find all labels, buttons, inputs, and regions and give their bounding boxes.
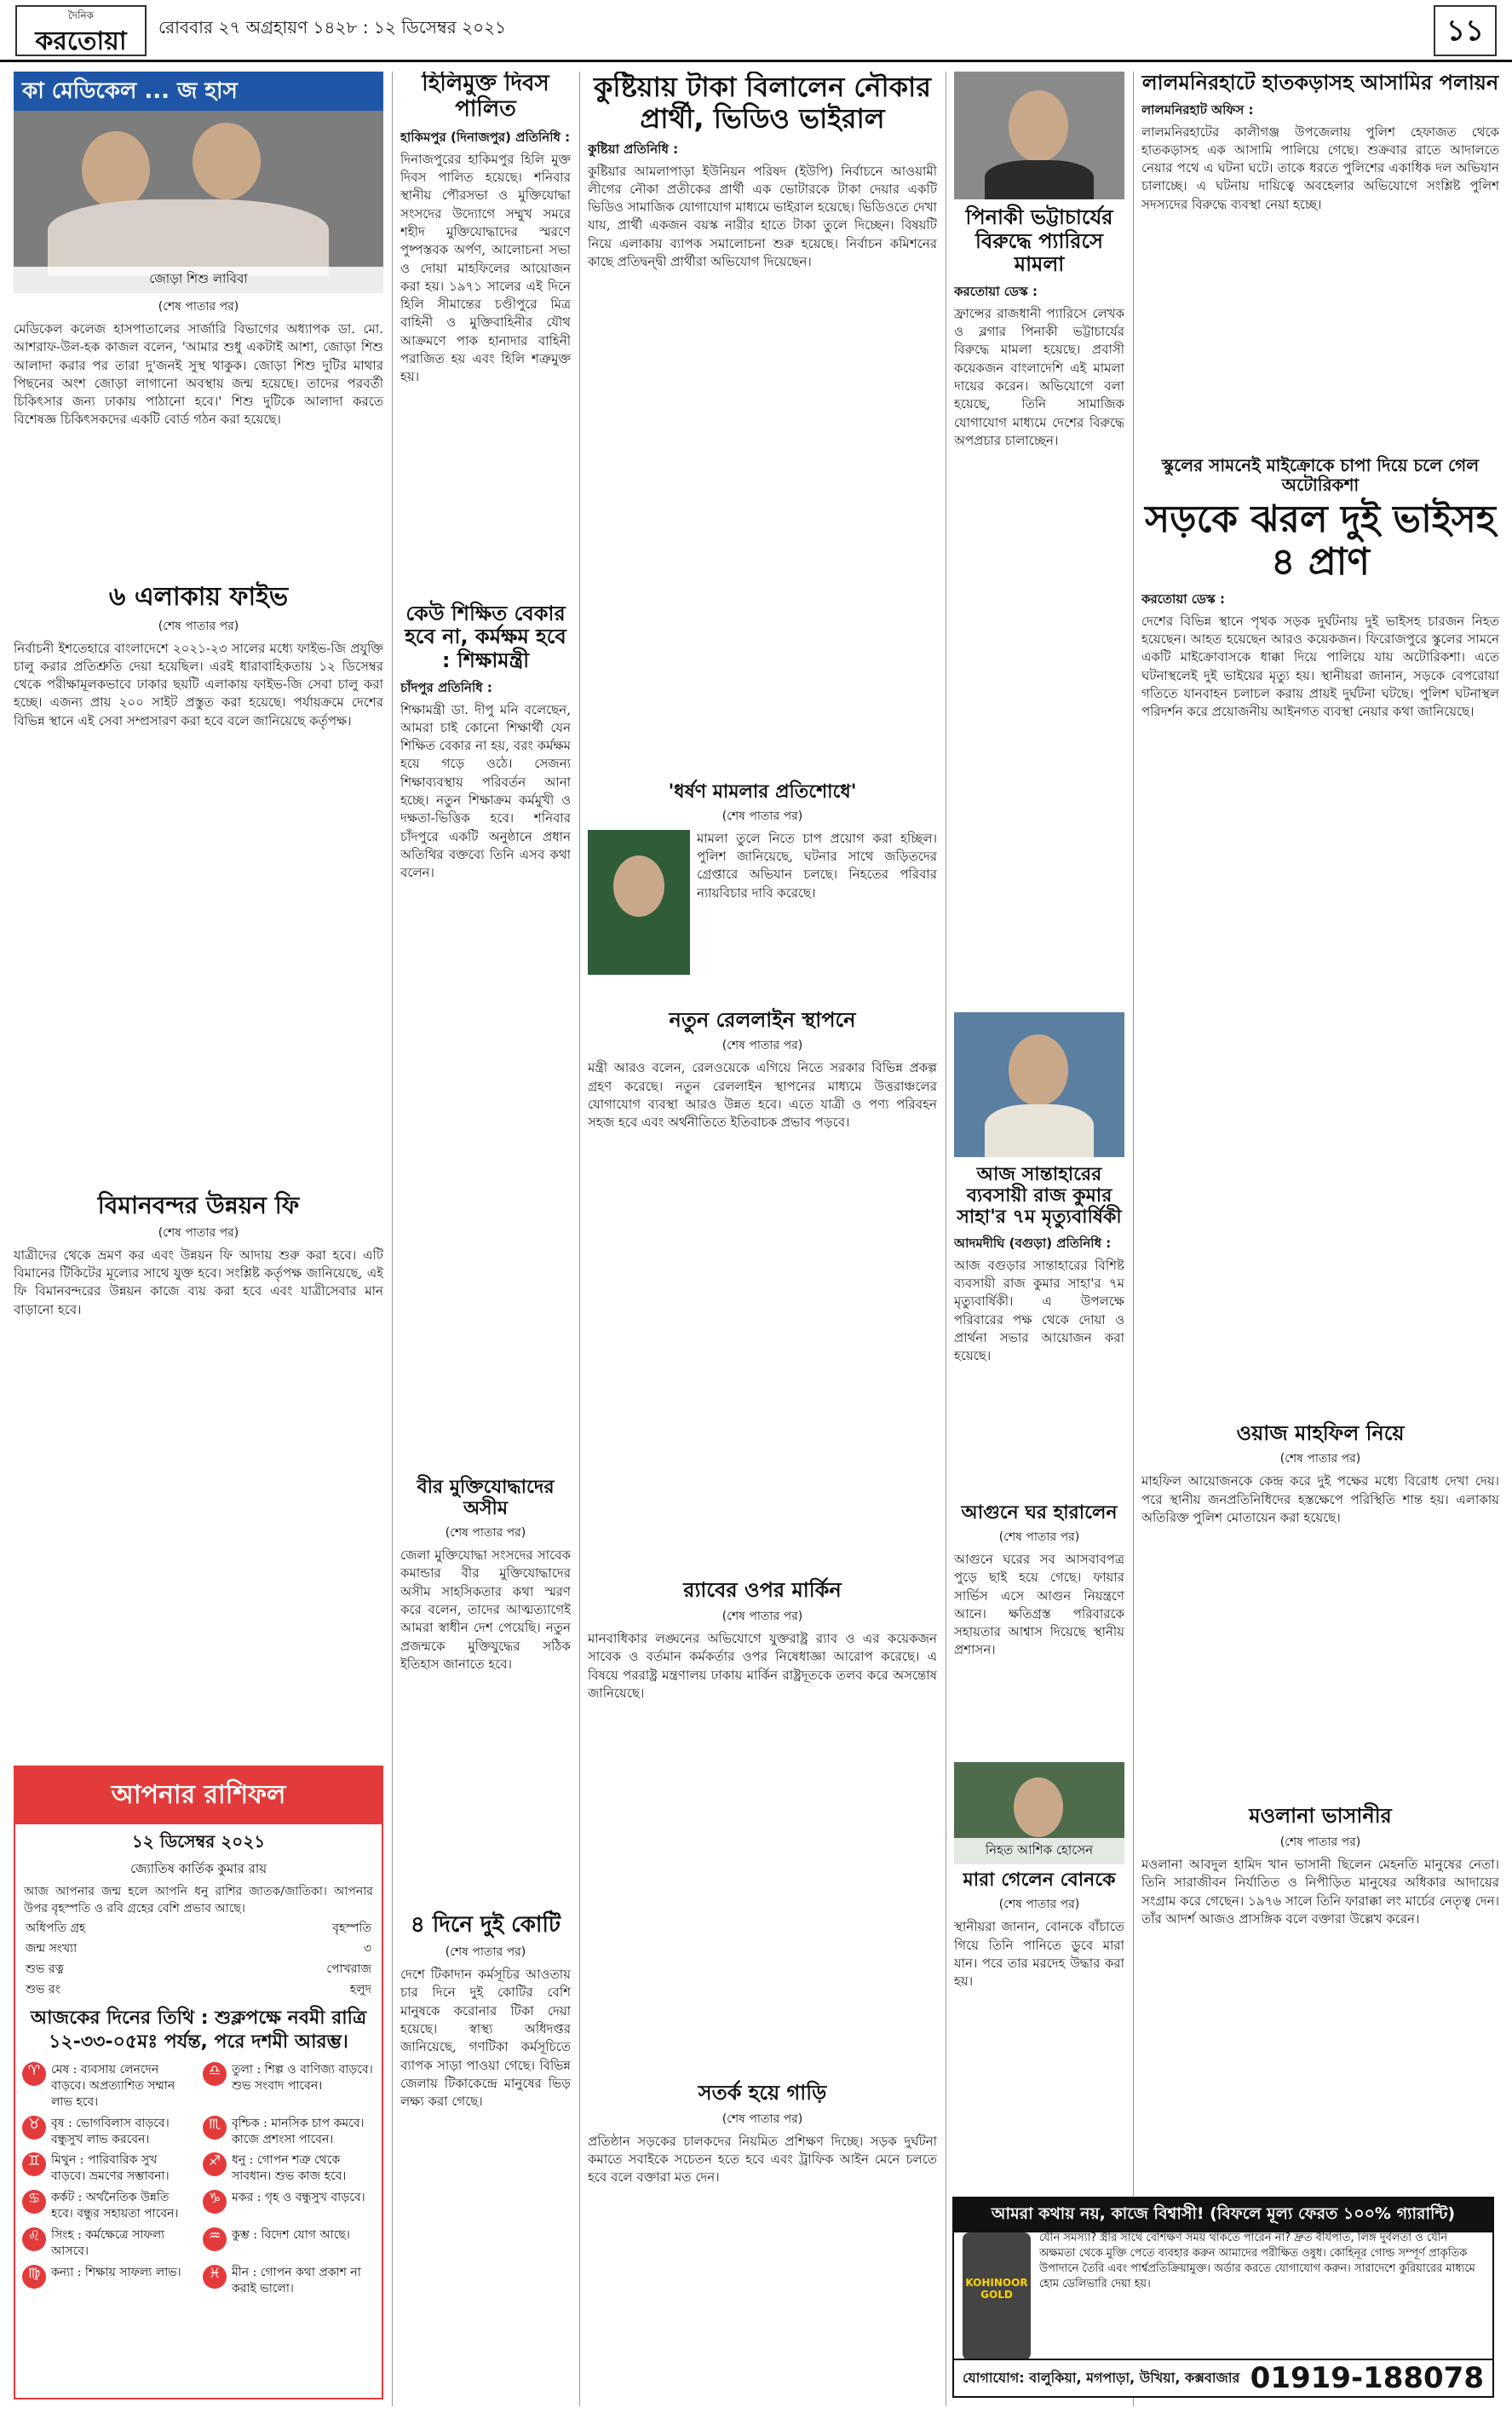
victim-photo: [588, 830, 690, 975]
bhashani-story: [1141, 1856, 1499, 2129]
column-3: [588, 72, 937, 2406]
article-body: মেডিকেল কলেজ হাসপাতালের সার্জারি বিভাগের অধ্যাপক ডা. মো. আশরাফ-উল-হক কাজল বলেন, 'আমার শুধু একটাই আশা, জোড়া শিশু আলাদা করার পর তারা দু'জনই সুস্থ থাকুক। জোড়া শিশু দুটির মাথার পিছনের অংশ জোড়া লাগানো অবস্থায় জন্ম হয়েছে। তাদের পরবর্তী চিকিৎসার জন্য ঢাকায় পাঠানো হবে।' শিশু দুটিকে আলাদা করতে বিশেষজ্ঞ চিকিৎসকদের একটি বোর্ড গঠন করা হয়েছে।: [14, 321, 383, 428]
twins-story: [14, 320, 383, 576]
zodiac-entry: [22, 2265, 194, 2297]
article-headline: আগুনে ঘর হারালেন: [961, 1501, 1118, 1524]
continued-note: (শেষ পাতার পর): [722, 809, 803, 823]
ad-body: যৌন সমস্যা? স্ত্রীর সাথে বেশিক্ষণ সময় থাকতে পারেন না? দ্রুত বীর্যপাত, লিঙ্গ দুর্বলতা ও যৌন অক্ষমতা থেকে মুক্তি পেতে ব্যবহার করুন আমাদের পরীক্ষিত ওষুধ। কোহিনূর গোল্ড সম্পূর্ণ প্রাকৃতিক উপাদানে তৈরি এবং পার্শ্বপ্রতিক্রিয়ামুক্ত। অর্ডার করতে যোগাযোগ করুন। সারাদেশে কুরিয়ারের মাধ্যমে হোম ডেলিভারি দেয়া হয়।: [1039, 2232, 1475, 2290]
zodiac-text: ধনু : গোপন শত্রু থেকে সাবধান। শুভ কাজ হবে।: [232, 2153, 347, 2184]
article-headline: বীর মুক্তিযোদ্ধাদের অসীম: [417, 1476, 555, 1519]
zodiac-text: মীন : গোপন কথা প্রকাশ না করাই ভালো।: [232, 2265, 361, 2296]
logo-title: করতোয়া: [35, 26, 127, 56]
zodiac-entry: [203, 2116, 375, 2148]
horoscope-author: জ্যোতিষ কার্তিক কুমার রায়: [129, 1861, 267, 1876]
continued-note: (শেষ পাতার পর): [998, 1898, 1080, 1912]
vaccine-story: [400, 1966, 571, 2406]
article-body: যাত্রীদের থেকে ভ্রমণ কর এবং উন্নয়ন ফি আদায় শুরু করা হবে। এটি বিমানের টিকিটের মূল্যের সাথে যুক্ত হবে। সংশ্লিষ্ট কর্তৃপক্ষ জানিয়েছে, এই ফি বিমানবন্দরের উন্নয়ন কাজে ব্যয় করা হবে এবং যাত্রীসেবার মান বাড়ানো হবে।: [14, 1247, 383, 1317]
newspaper-logo: [15, 5, 147, 56]
pinaki-story: [954, 305, 1124, 1004]
ad-title: আমরা কথায় নয়, কাজে বিশ্বাসী! (বিফলে মূল্য ফেরত ১০০% গ্যারান্টি): [954, 2198, 1492, 2232]
zodiac-text: কুম্ভ : বিদেশ যোগ আছে।: [232, 2227, 350, 2242]
logo-small-text: দৈনিক: [67, 9, 95, 21]
leo-icon: ♌: [22, 2227, 46, 2251]
businessman-portrait: [954, 1012, 1124, 1157]
zodiac-entry: [22, 2227, 194, 2260]
article-body: মন্ত্রী আরও বলেন, রেলওয়েকে এগিয়ে নিতে সরকার বিভিন্ন প্রকল্প গ্রহণ করেছে। নতুন রেললাইন স্থাপনের মাধ্যমে উত্তরাঞ্চলের যোগাযোগ ব্যবস্থা আরও উন্নত হবে। এতে যাত্রী ও পণ্য পরিবহন সহজ হবে এবং অর্থনীতিতে ইতিবাচক প্রভাব পড়বে।: [588, 1060, 937, 1131]
article-headline: নতুন রেললাইন স্থাপনে: [669, 1007, 856, 1032]
zodiac-entry: [203, 2062, 375, 2111]
article-headline: বিমানবন্দর উন্নয়ন ফি: [97, 1190, 300, 1219]
railway-story: [588, 1059, 937, 1570]
zodiac-entry: [22, 2062, 194, 2111]
planet-value: পোখরাজ: [326, 1962, 371, 1976]
child-face: [193, 123, 261, 199]
article-byline: চাঁদপুর প্রতিনিধি :: [400, 679, 492, 695]
continued-note: (শেষ পাতার পর): [1279, 1835, 1361, 1849]
column-divider: [1133, 72, 1134, 2406]
article-headline: সতর্ক হয়ে গাড়ি: [698, 2081, 827, 2106]
zodiac-entry: [22, 2116, 194, 2148]
aquarius-icon: ♒: [203, 2227, 227, 2251]
continued-note: (শেষ পাতার পর): [445, 1945, 526, 1960]
zodiac-text: তুলা : শিল্প ও বাণিজ্য বাড়বে। শুভ সংবাদ পাবেন।: [232, 2062, 373, 2093]
article-kicker: স্কুলের সামনেই মাইক্রোকে চাপা দিয়ে চলে গেল অটোরিকশা: [1161, 454, 1480, 495]
ad-address: যোগাযোগ: বালুকিয়া, মগপাড়া, উখিয়া, কক্সবাজার: [963, 2369, 1240, 2386]
zodiac-entry: [203, 2227, 375, 2260]
ad-contact-bar: [954, 2359, 1492, 2396]
product-label: KOHINOOR GOLD: [965, 2277, 1028, 2301]
article-headline: 'ধর্ষণ মামলার প্রতিশোধে': [668, 781, 857, 803]
road-safety-story: [588, 2133, 937, 2388]
continued-note: (শেষ পাতার পর): [445, 1526, 526, 1541]
article-body: মাহফিল আয়োজনকে কেন্দ্র করে দুই পক্ষের মধ্যে বিরোধ দেখা দেয়। পরে স্থানীয় জনপ্রতিনিধিদের হস্তক্ষেপে পরিস্থিতি শান্ত হয়। এলাকায় অতিরিক্ত পুলিশ মোতায়েন করা হয়েছে।: [1141, 1473, 1499, 1525]
planet-row: [15, 1918, 382, 1938]
freedom-fighter-story: [400, 1547, 571, 1904]
hili-story: [400, 151, 571, 594]
article-body: স্থানীয়রা জানান, বোনকে বাঁচাতে গিয়ে তিনি পানিতে ডুবে মারা যান। পরে তার মরদেহ উদ্ধার করা হয়।: [954, 1919, 1124, 1990]
continued-note: (শেষ পাতার পর): [1279, 1452, 1361, 1466]
ad-phone: 01919-188078: [1250, 2361, 1484, 2395]
column-2: [400, 72, 571, 2406]
article-headline: ৪ দিনে দুই কোটি: [410, 1912, 561, 1938]
zodiac-entry: [203, 2152, 375, 2185]
article-byline: হাকিমপুর (দিনাজপুর) প্রতিনিধি :: [400, 129, 571, 145]
escape-story: [1141, 124, 1499, 447]
article-body: আজ বগুড়ার সান্তাহারের বিশিষ্ট ব্যবসায়ী রাজ কুমার সাহা'র ৭ম মৃত্যুবার্ষিকী। এ উপলক্ষে পরিবারের পক্ষ থেকে দোয়া ও প্রার্থনা সভার আয়োজন করা হয়েছে।: [954, 1257, 1124, 1364]
horoscope-box: [14, 1766, 383, 2399]
article-byline: আদমদীঘি (বগুড়া) প্রতিনিধি :: [954, 1235, 1112, 1251]
rab-story: [588, 1630, 937, 2073]
libra-icon: ♎: [203, 2062, 227, 2086]
planet-key: শুভ রং: [26, 1982, 60, 1996]
capricorn-icon: ♑: [203, 2190, 227, 2214]
fire-story: [954, 1551, 1124, 1755]
hospital-banner: কা মেডিকেল ... জ হাস: [14, 72, 383, 111]
product-bottle-icon: [963, 2232, 1031, 2360]
planet-value: হলুদ: [349, 1982, 371, 1996]
column-4: [954, 72, 1124, 2185]
lead-headline: সড়কে ঝরল দুই ভাইসহ ৪ প্রাণ: [1145, 497, 1496, 585]
planet-key: জন্ম সংখ্যা: [26, 1941, 78, 1956]
continued-note: (শেষ পাতার পর): [158, 619, 239, 633]
article-byline: করতোয়া ডেস্ক :: [954, 283, 1038, 299]
article-body: নির্বাচনী ইশতেহারে বাংলাদেশে ২০২১-২৩ সালের মধ্যে ফাইভ-জি প্রযুক্তি চালু করার প্রতিশ্রুতি দেয়া হয়েছিল। এরই ধারাবাহিকতায় ১২ ডিসেম্বর থেকে পরীক্ষামূলকভাবে ঢাকার ছয়টি এলাকায় ফাইভ-জি সেবা চালু করা হচ্ছে। এজন্য প্রায় ২০০ সাইট প্রস্তুত করা হয়েছে। পর্যায়ক্রমে দেশের বিভিন্ন স্থানে এই সেবা সম্প্রসারণ করা হবে বলে জানিয়েছে কর্তৃপক্ষ।: [14, 640, 383, 729]
article-byline: লালমনিরহাট অফিস :: [1141, 101, 1254, 118]
continued-note: (শেষ পাতার পর): [998, 1529, 1080, 1544]
continued-note: (শেষ পাতার পর): [158, 1225, 239, 1240]
zodiac-grid: [15, 2062, 382, 2297]
zodiac-text: কন্যা : শিক্ষায় সাফল্য লাভ।: [51, 2265, 181, 2279]
rape-case-story: [697, 830, 937, 1000]
person-shirt: [985, 1104, 1094, 1157]
planet-key: শুভ রত্ন: [26, 1962, 64, 1976]
continued-note: (শেষ পাতার পর): [722, 2111, 803, 2126]
planet-row: [15, 1938, 382, 1959]
victim-portrait: [954, 1762, 1124, 1864]
kushtia-story: [588, 163, 937, 776]
planet-key: অধিপতি গ্রহ: [26, 1921, 86, 1935]
article-body: জেলা মুক্তিযোদ্ধা সংসদের সাবেক কমান্ডার বীর মুক্তিযোদ্ধাদের অসীম সাহসিকতার কথা স্মরণ করে বলেন, তাদের আত্মত্যাগেই আমরা স্বাধীন দেশ পেয়েছি। নতুন প্রজন্মকে মুক্তিযুদ্ধের সঠিক ইতিহাস জানাতে হবে।: [400, 1547, 571, 1672]
zodiac-text: কর্কট : অর্থনৈতিক উন্নতি হবে। বন্ধুর সহায়তা পাবেন।: [51, 2191, 179, 2221]
planet-row: [15, 1979, 382, 2000]
masthead: [0, 0, 1512, 62]
article-headline: হিলিমুক্ত দিবস পালিত: [422, 72, 549, 122]
continued-note: (শেষ পাতার পর): [722, 1039, 803, 1053]
article-headline: আজ সান্তাহারের ব্যবসায়ী রাজ কুমার সাহা'র ৭ম মৃত্যুবার্ষিকী: [957, 1163, 1122, 1229]
child-face: [82, 131, 150, 208]
aries-icon: ♈: [22, 2062, 46, 2086]
blanket-shape: [48, 199, 329, 276]
accident-story: [1141, 613, 1499, 1414]
horoscope-intro: আজ আপনার জন্ম হলে আপনি ধনু রাশির জাতক/জাতিকা। আপনার উপর বৃহস্পতি ও রবি গ্রহের বেশি প্রভাব আছে।: [24, 1885, 373, 1915]
article-body: ফ্রান্সের রাজধানী প্যারিসে লেখক ও ব্লগার পিনাকী ভট্টাচার্যের বিরুদ্ধে মামলা হয়েছে। প্রবাসী কয়েকজন বাংলাদেশি এই মামলা দায়ের করেন। অভিযোগে বলা হয়েছে, তিনি সামাজিক যোগাযোগ মাধ্যমে দেশের বিরুদ্ধে অপপ্রচার চালাচ্ছেন।: [954, 305, 1124, 448]
article-body: মামলা তুলে নিতে চাপ প্রয়োগ করা হচ্ছিল। পুলিশ জানিয়েছে, ঘটনার সাথে জড়িতদের গ্রেপ্তারে অভিযান চলছে। নিহতের পরিবার ন্যায়বিচার দাবি করেছে।: [697, 830, 937, 901]
person-face: [1009, 90, 1068, 162]
person-face: [613, 855, 664, 917]
zodiac-entry: [203, 2265, 375, 2297]
cancer-icon: ♋: [22, 2190, 46, 2214]
article-byline: করতোয়া ডেস্ক :: [1141, 590, 1225, 607]
column-divider: [579, 72, 580, 2406]
pinaki-portrait: [954, 72, 1124, 199]
page-number: ১১: [1434, 5, 1497, 56]
sagittarius-icon: ♐: [203, 2152, 227, 2176]
twins-photo: [14, 72, 383, 293]
article-headline: র‍্যাবের ওপর মার্কিন: [683, 1578, 842, 1603]
column-divider: [392, 72, 393, 2406]
tithi-notice: আজকের দিনের তিথি : শুক্লপক্ষে নবমী রাত্রি ১২-৩৩-০৫মঃ পর্যন্ত, পরে দশমী আরম্ভ।: [30, 2007, 367, 2054]
zodiac-text: বৃষ : ভোগবিলাস বাড়বে। বন্ধুসুখ লাভ করবেন।: [51, 2116, 170, 2146]
article-headline: কেউ শিক্ষিত বেকার হবে না, কর্মক্ষম হবে : শিক্ষামন্ত্রী: [405, 601, 566, 672]
waz-story: [1141, 1472, 1499, 1796]
zodiac-text: বৃশ্চিক : মানসিক চাপ কমবে। কাজে প্রশংসা পাবেন।: [232, 2116, 365, 2146]
article-headline: মারা গেলেন বোনকে: [963, 1869, 1116, 1891]
photo-caption: জোড়া শিশু লাবিবা: [14, 267, 383, 293]
article-headline: লালমনিরহাটে হাতকড়াসহ আসামির পলায়ন: [1141, 72, 1499, 95]
lead-headline: কুষ্টিয়ায় টাকা বিলালেন নৌকার প্রার্থী, ভিডিও ভাইরাল: [594, 72, 931, 135]
article-body: মওলানা আবদুল হামিদ খান ভাসানী ছিলেন মেহনতি মানুষের নেতা। তিনি সারাজীবন নির্যাতিত ও নিপীড়িত মানুষের অধিকার আদায়ের সংগ্রাম করে গেছেন। ১৯৭৬ সালে তিনি ফারাক্কা লং মার্চের নেতৃত্ব দেন। তাঁর আদর্শ আজও প্রাসঙ্গিক বলে বক্তারা উল্লেখ করেন।: [1141, 1856, 1499, 1927]
article-body: প্রতিষ্ঠান সড়কের চালকদের নিয়মিত প্রশিক্ষণ দিচ্ছে। সড়ক দুর্ঘটনা কমাতে সবাইকে সচেতন হতে হবে এবং ট্রাফিক আইন মেনে চলতে হবে বলে বক্তারা মত দেন।: [588, 2133, 937, 2186]
memorial-story: [954, 1257, 1124, 1495]
zodiac-text: মিথুন : পারিবারিক সুখ বাড়বে। ভ্রমণের সম্ভাবনা।: [51, 2153, 170, 2184]
pisces-icon: ♓: [203, 2265, 227, 2289]
article-byline: কুষ্টিয়া প্রতিনিধি :: [588, 141, 679, 157]
continued-note: (শেষ পাতার পর): [158, 300, 239, 314]
issue-date: রোববার ২৭ অগ্রহায়ণ ১৪২৮ : ১২ ডিসেম্বর ২০২১: [158, 17, 507, 37]
person-face: [1014, 1777, 1063, 1837]
article-body: শিক্ষামন্ত্রী ডা. দীপু মনি বলেছেন, আমরা চাই কোনো শিক্ষার্থী যেন শিক্ষিত বেকার না হয়, বরং কর্মক্ষম হয়ে গড়ে ওঠে। সেজন্য শিক্ষাব্যবস্থায় পরিবর্তন আনা হচ্ছে। নতুন শিক্ষাক্রম কর্মমুখী ও দক্ষতা-ভিত্তিক হবে। শনিবার চাঁদপুরে একটি অনুষ্ঠানে প্রধান অতিথির বক্তব্যে তিনি এসব কথা বলেন।: [400, 701, 571, 881]
rape-case-block: [588, 830, 937, 1000]
virgo-icon: ♍: [22, 2265, 46, 2289]
zodiac-entry: [22, 2152, 194, 2185]
continued-note: (শেষ পাতার পর): [722, 1610, 803, 1624]
photo-caption: নিহত আশিক হোসেন: [954, 1838, 1124, 1864]
column-5: [1141, 72, 1499, 2185]
drowning-story: [954, 1918, 1124, 2088]
article-headline: ৬ এলাকায় ফাইভ: [108, 582, 289, 612]
article-body: দেশের বিভিন্ন স্থানে পৃথক সড়ক দুর্ঘটনায় দুই ভাইসহ চারজন নিহত হয়েছেন। আহত হয়েছেন আরও কয়েকজন। ফিরোজপুরে স্কুলের সামনে একটি মাইক্রোবাসকে ধাক্কা দিয়ে পালিয়ে যায় অটোরিকশা। এতে ঘটনাস্থলেই দুই ভাইয়ের মৃত্যু হয়। স্থানীয়রা জানান, সড়কে বেপরোয়া গতিতে যানবাহন চলাচল করায় প্রায়ই দুর্ঘটনা ঘটছে। পুলিশ ঘটনাস্থল পরিদর্শন করে প্রয়োজনীয় আইনগত ব্যবস্থা নেয়ার কথা জানিয়েছে।: [1141, 613, 1499, 720]
zodiac-text: মেষ : ব্যবসায় লেনদেন বাড়বে। অপ্রত্যাশিত সম্মান লাভ হবে।: [51, 2062, 175, 2109]
planet-value: বৃহস্পতি: [332, 1921, 371, 1935]
article-body: দেশে টিকাদান কর্মসূচির আওতায় চার দিনে দুই কোটির বেশি মানুষকে করোনার টিকা দেয়া হয়েছে। স্বাস্থ্য অধিদপ্তর জানিয়েছে, গণটিকা কর্মসূচিতে ব্যাপক সাড়া পাওয়া গেছে। বিভিন্ন জেলায় টিকাকেন্দ্রে মানুষের ভিড় লক্ষ্য করা গেছে।: [400, 1967, 571, 2110]
planet-value: ৩: [363, 1941, 371, 1956]
planet-row: [15, 1959, 382, 1979]
article-body: দিনাজপুরের হাকিমপুর হিলি মুক্ত দিবস পালিত হয়েছে। শনিবার স্থানীয় পৌরসভা ও মুক্তিযোদ্ধা সংসদের উদ্যোগে সম্মুখ সমরে শহীদ মুক্তিযোদ্ধাদের স্মরণে পুষ্পস্তবক অর্পণ, আলোচনা সভা ও দোয়া মাহফিলের আয়োজন করা হয়। ১৯৭১ সালের এই দিনে হিলি সীমান্তের চণ্ডীপুরে মিত্র বাহিনী ও মুক্তিবাহিনীর যৌথ আক্রমণে পাক হানাদার বাহিনী পরাজিত হয় এবং হিলি শত্রুমুক্ত হয়।: [400, 151, 571, 385]
column-1: [14, 72, 383, 2406]
fiveg-story: [14, 640, 383, 1185]
scorpio-icon: ♏: [203, 2116, 227, 2140]
article-body: আগুনে ঘরের সব আসবাবপত্র পুড়ে ছাই হয়ে গেছে। ফায়ার সার্ভিস এসে আগুন নিয়ন্ত্রণে আনে। ক্ষতিগ্রস্ত পরিবারকে সহায়তার আশ্বাস দিয়েছে স্থানীয় প্রশাসন।: [954, 1551, 1124, 1658]
article-headline: মওলানা ভাসানীর: [1249, 1804, 1392, 1829]
zodiac-entry: [22, 2190, 194, 2222]
education-story: [400, 701, 571, 1468]
horoscope-title: আপনার রাশিফল: [15, 1767, 382, 1824]
airport-story: [14, 1247, 383, 1724]
person-shirt: [985, 160, 1094, 199]
zodiac-text: মকর : গৃহ ও বন্ধুসুখ বাড়বে।: [232, 2191, 365, 2205]
article-body: কুষ্টিয়ার আমলাপাড়া ইউনিয়ন পরিষদ (ইউপি) নির্বাচনে আওয়ামী লীগের নৌকা প্রতীকের প্রার্থী এক ভোটারকে টাকা দেয়ার একটি ভিডিও সামাজিক যোগাযোগ মাধ্যমে ভাইরাল হয়েছে। ভিডিওতে দেখা যায়, প্রার্থী একজন বয়স্ক নারীর হাতে টাকা তুলে দিচ্ছেন। বিষয়টি নিয়ে এলাকায় ব্যাপক সমালোচনা শুরু হয়েছে। নির্বাচন কমিশনের কাছে প্রতিদ্বন্দ্বী প্রার্থীরা অভিযোগ দিয়েছেন।: [588, 163, 937, 270]
person-face: [1009, 1034, 1068, 1106]
advertisement: [952, 2197, 1494, 2398]
article-headline: পিনাকী ভট্টাচার্যের বিরুদ্ধে প্যারিসে মামলা: [965, 205, 1113, 277]
gemini-icon: ♊: [22, 2152, 46, 2176]
zodiac-text: সিংহ : কর্মক্ষেত্রে সাফল্য আসবে।: [51, 2227, 165, 2258]
article-body: মানবাধিকার লঙ্ঘনের অভিযোগে যুক্তরাষ্ট্র র‍্যাব ও এর কয়েকজন সাবেক ও বর্তমান কর্মকর্তার ওপর নিষেধাজ্ঞা আরোপ করেছে। এ বিষয়ে পররাষ্ট্র মন্ত্রণালয় ঢাকায় মার্কিন রাষ্ট্রদূতকে তলব করে অসন্তোষ জানিয়েছে।: [588, 1631, 937, 1701]
zodiac-entry: [203, 2190, 375, 2222]
horoscope-date: ১২ ডিসেম্বর ২০২১: [131, 1831, 266, 1852]
article-body: লালমনিরহাটের কালীগঞ্জ উপজেলায় পুলিশ হেফাজত থেকে হাতকড়াসহ এক আসামি পালিয়ে গেছে। শুক্রবার রাতে আদালতে নেয়ার পথে এ ঘটনা ঘটে। তাকে ধরতে পুলিশের একাধিক দল অভিযান চালাচ্ছে। এ ঘটনায় দায়িত্বে অবহেলার অভিযোগে সংশ্লিষ্ট পুলিশ সদস্যদের বিরুদ্ধে ব্যবস্থা নেয়া হচ্ছে।: [1141, 124, 1499, 212]
taurus-icon: ♉: [22, 2116, 46, 2140]
article-headline: ওয়াজ মাহফিল নিয়ে: [1236, 1420, 1405, 1445]
